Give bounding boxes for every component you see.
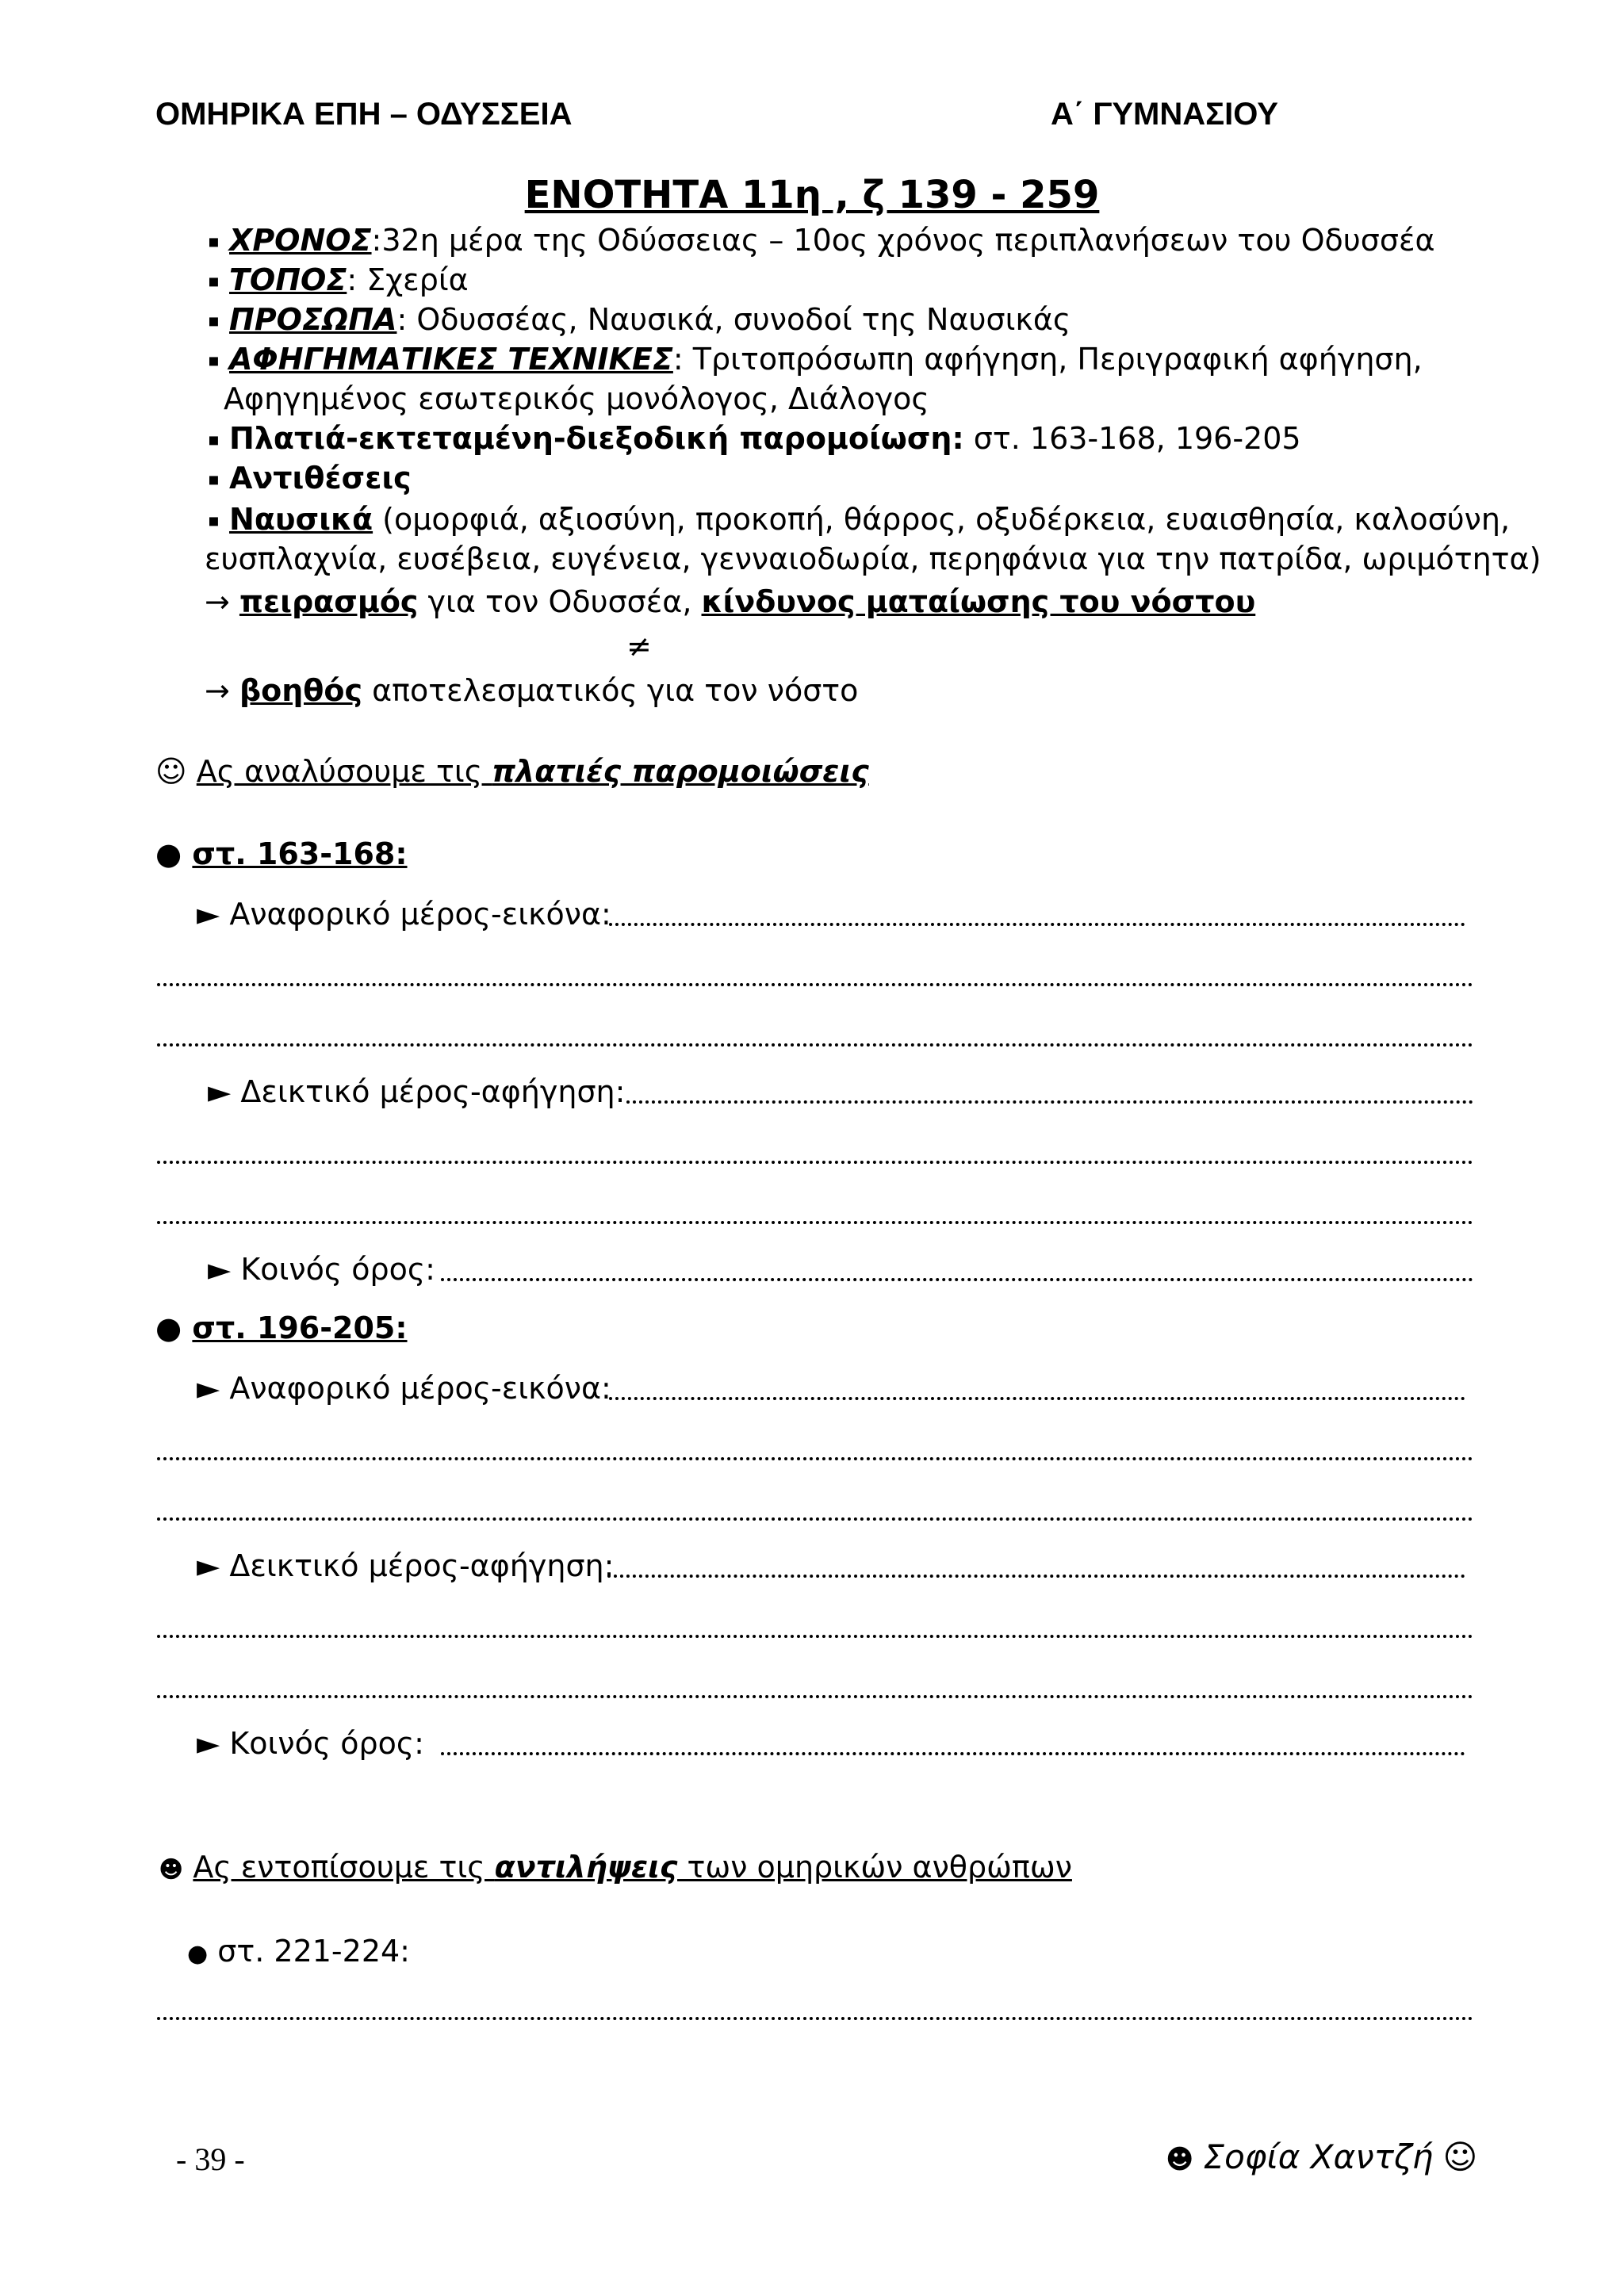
prosopa-line	[208, 300, 1071, 342]
header-right: Α΄ ΓΥΜΝΑΣΙΟΥ	[1051, 97, 1278, 132]
verse-heading-2	[155, 1308, 408, 1348]
temptation-line	[205, 582, 1255, 622]
answer-line[interactable]	[609, 1397, 1465, 1400]
techniques-label: ΑΦΗΓΗΜΑΤΙΚΕΣ ΤΕΧΝΙΚΕΣ	[229, 342, 673, 377]
footer-author	[1166, 2137, 1477, 2176]
techniques-line	[208, 339, 1423, 381]
page-title: ΕΝΟΤΗΤΑ 11η , ζ 139 - 259	[524, 173, 1100, 217]
perceptions-intro-em: αντιλήψεις	[494, 1850, 678, 1885]
antitheses-line	[208, 458, 412, 500]
bullet-dot-icon: ●	[187, 1940, 209, 1968]
topos-text: : Σχερία	[347, 262, 469, 297]
nausika-label: Ναυσικά	[229, 502, 373, 537]
not-equal-sign: ≠	[626, 629, 652, 664]
smiley-icon: ☺	[1442, 2137, 1478, 2176]
answer-line[interactable]	[157, 983, 1473, 986]
bullet-dot-icon: ●	[155, 1311, 182, 1345]
answer-line[interactable]	[157, 1517, 1473, 1521]
triangle-icon: ►	[197, 1371, 220, 1406]
similes-intro-text: Ας αναλύσουμε τις	[196, 754, 492, 789]
image-part-1	[197, 894, 611, 934]
bullet-icon: ▪	[208, 232, 220, 252]
smiley-icon: ☺	[155, 754, 187, 789]
answer-line[interactable]	[157, 1457, 1473, 1460]
verse-221-line	[187, 1931, 410, 1974]
techniques-line-2: Αφηγημένος εσωτερικός μονόλογος, Διάλογος	[224, 381, 929, 416]
triangle-icon: ►	[208, 1252, 232, 1287]
perceptions-intro-end: των ομηρικών ανθρώπων	[677, 1850, 1072, 1885]
answer-line[interactable]	[157, 1221, 1473, 1224]
chronos-line	[208, 220, 1435, 262]
simile-label: Πλατιά-εκτεταμένη-διεξοδική παρομοίωση:	[229, 421, 964, 456]
answer-line[interactable]	[157, 1161, 1473, 1164]
answer-line[interactable]	[607, 1575, 1465, 1578]
helper-line	[205, 671, 858, 710]
page-number: - 39 -	[176, 2141, 245, 2177]
similes-intro	[155, 752, 869, 791]
bullet-icon: ▪	[208, 511, 220, 531]
temptation-label: πειρασμός	[239, 584, 419, 619]
image-part-label: Αναφορικό μέρος-εικόνα:	[229, 1371, 611, 1406]
answer-line[interactable]	[441, 1752, 1465, 1755]
triangle-icon: ►	[208, 1074, 232, 1109]
chronos-label: ΧΡΟΝΟΣ	[229, 223, 372, 258]
answer-line[interactable]	[157, 1695, 1473, 1698]
header-left: ΟΜΗΡΙΚΑ ΕΠΗ – ΟΔΥΣΣΕΙΑ	[155, 97, 573, 132]
simile-line	[208, 419, 1301, 461]
danger-label: κίνδυνος ματαίωσης του νόστου	[701, 584, 1256, 619]
nausika-line-2: ευσπλαχνία, ευσέβεια, ευγένεια, γενναιοδωρία, περηφάνια για την πατρίδα, ωριμότητα)	[205, 541, 1542, 576]
nausika-text: (ομορφιά, αξιοσύνη, προκοπή, θάρρος, οξυδέρκεια, ευαισθησία, καλοσύνη,	[373, 502, 1511, 537]
simile-text: στ. 163-168, 196-205	[963, 421, 1301, 456]
verse-heading-1	[155, 834, 408, 874]
verse-1-label: στ. 163-168:	[192, 836, 408, 871]
common-term-2	[197, 1724, 424, 1763]
verse-221-label: στ. 221-224:	[217, 1934, 410, 1969]
bullet-icon: ▪	[208, 311, 220, 331]
arrow-right-icon: →	[205, 673, 230, 708]
techniques-text: : Τριτοπρόσωπη αφήγηση, Περιγραφική αφήγηση,	[672, 342, 1423, 377]
temptation-mid: για τον Οδυσσέα,	[418, 584, 702, 619]
nausika-line	[208, 499, 1510, 541]
perceptions-intro-text: Ας εντοπίσουμε τις	[193, 1850, 495, 1885]
triangle-icon: ►	[197, 1726, 220, 1761]
verse-2-label: στ. 196-205:	[192, 1311, 408, 1345]
bullet-icon: ▪	[208, 469, 220, 490]
answer-line[interactable]	[157, 2017, 1473, 2020]
bullet-icon: ▪	[208, 271, 220, 292]
topos-label: ΤΟΠΟΣ	[229, 262, 347, 297]
bullet-icon: ▪	[208, 350, 220, 371]
arrow-right-icon: →	[205, 584, 230, 619]
common-term-label: Κοινός όρος:	[240, 1252, 435, 1287]
helper-text: αποτελεσματικός για τον νόστο	[362, 673, 859, 708]
triangle-icon: ►	[197, 1548, 220, 1583]
narrative-part-1	[208, 1072, 625, 1112]
triangle-icon: ►	[197, 897, 220, 932]
dark-smiley-icon: ☻	[159, 1856, 184, 1884]
answer-line[interactable]	[157, 1043, 1473, 1047]
topos-line	[208, 260, 469, 302]
dark-smiley-icon: ☻	[1166, 2144, 1194, 2175]
perceptions-intro	[159, 1847, 1072, 1890]
answer-line[interactable]	[157, 1635, 1473, 1638]
helper-label: βοηθός	[239, 673, 363, 708]
image-part-label: Αναφορικό μέρος-εικόνα:	[229, 897, 611, 932]
common-term-1	[208, 1249, 435, 1289]
prosopa-text: : Οδυσσέας, Ναυσικά, συνοδοί της Ναυσικάς	[396, 302, 1071, 337]
chronos-text: :32η μέρα της Οδύσσειας – 10ος χρόνος περιπλανήσεων του Οδυσσέα	[371, 223, 1435, 258]
narrative-part-2	[197, 1546, 614, 1586]
common-term-label: Κοινός όρος:	[229, 1726, 424, 1761]
bullet-icon: ▪	[208, 430, 220, 450]
prosopa-label: ΠΡΟΣΩΠΑ	[229, 302, 397, 337]
similes-intro-em: πλατιές παρομοιώσεις	[492, 754, 869, 789]
author-name: Σοφία Χαντζή	[1203, 2137, 1434, 2176]
narrative-part-label: Δεικτικό μέρος-αφήγηση:	[229, 1548, 615, 1583]
image-part-2	[197, 1368, 611, 1408]
answer-line[interactable]	[626, 1100, 1473, 1104]
antitheses-label: Αντιθέσεις	[229, 461, 412, 496]
bullet-dot-icon: ●	[155, 836, 182, 871]
answer-line[interactable]	[441, 1278, 1473, 1281]
narrative-part-label: Δεικτικό μέρος-αφήγηση:	[240, 1074, 626, 1109]
answer-line[interactable]	[609, 923, 1465, 926]
